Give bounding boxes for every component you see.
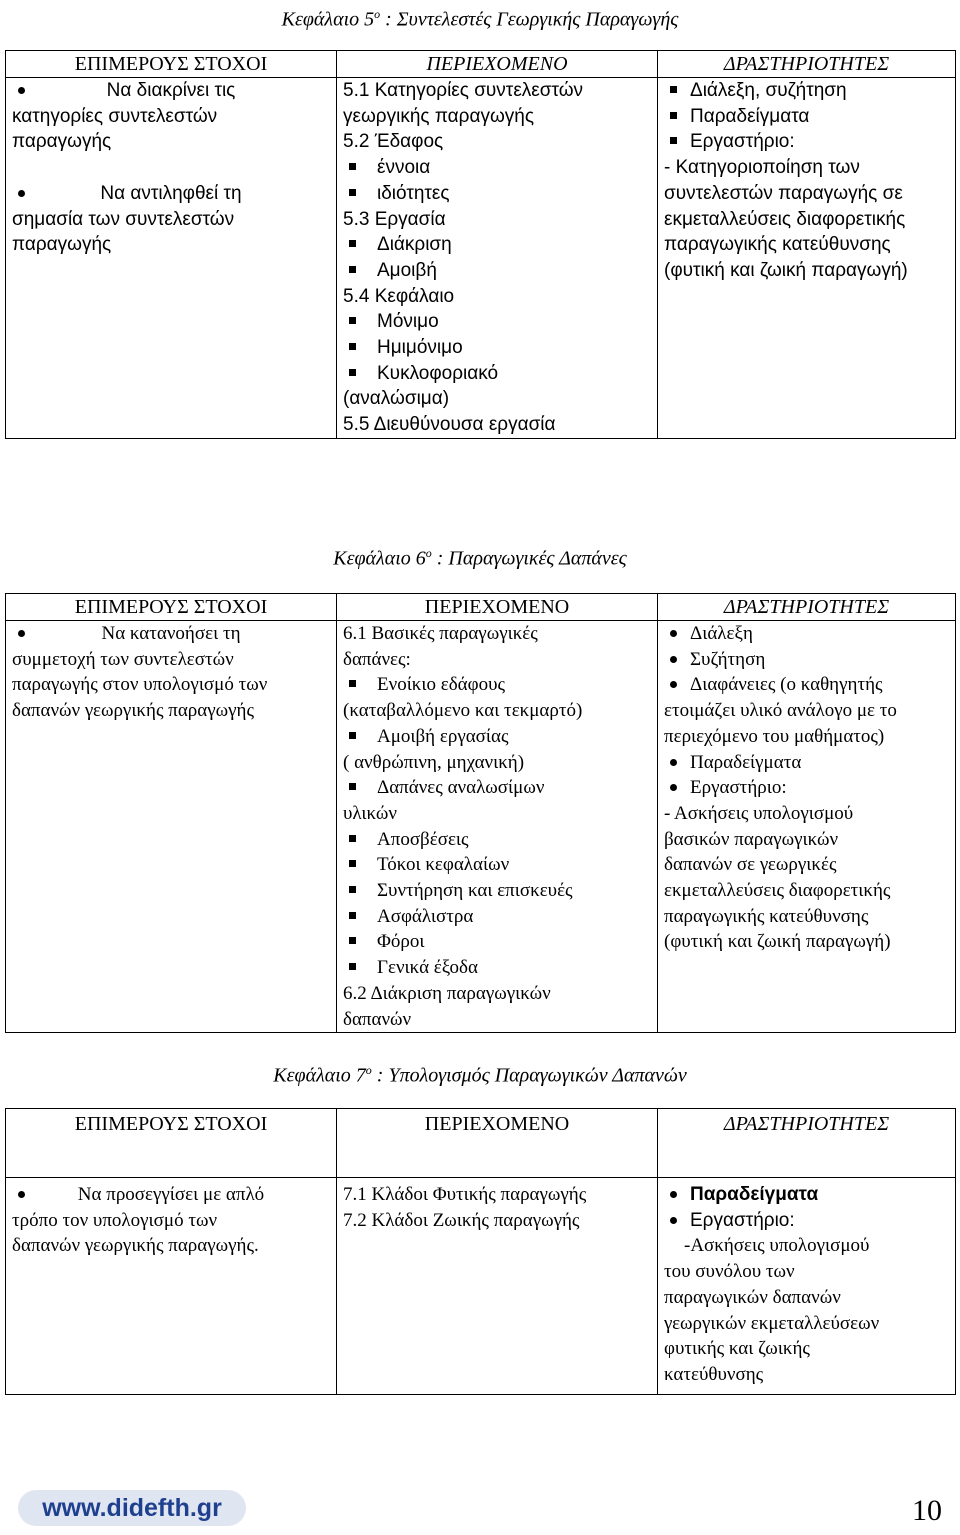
chapter5-content [337, 78, 658, 439]
content-subitem: Αμοιβή εργασίας [343, 724, 651, 750]
activity-line: ετοιμάζει υλικό ανάλογο με το [664, 700, 897, 722]
chapter7-title-rest: : Υπολογισμός Παραγωγικών Δαπανών [371, 1064, 687, 1087]
content-subitem: Διάκριση [343, 232, 651, 258]
content-subitem: Ασφάλιστρα [343, 904, 651, 930]
activity-line: φυτικής και ζωικής [664, 1338, 810, 1360]
activity-line: (φυτική και ζωική παραγωγή) [664, 259, 908, 281]
activity-line: εκμεταλλεύσεις διαφορετικής [664, 208, 906, 230]
content-item: δαπάνες: [343, 648, 411, 670]
activity-line: περιεχόμενο του μαθήματος) [664, 725, 885, 747]
content-item: 7.2 Κλάδοι Ζωικής παραγωγής [343, 1209, 580, 1231]
header-activities: ΔΡΑΣΤΗΡΙΟΤΗΤΕΣ [658, 51, 956, 78]
activity-item: Εργαστήριο: [664, 1208, 949, 1234]
content-subitem: Τόκοι κεφαλαίων [343, 852, 651, 878]
chapter6-title-sup: ο [425, 546, 432, 560]
site-logo[interactable] [18, 1490, 246, 1526]
activity-line: -Ασκήσεις υπολογισμού [684, 1235, 870, 1257]
chapter6-content [337, 621, 658, 1033]
content-subitem: Ημιμόνιμο [343, 335, 651, 361]
activity-line: παραγωγικών δαπανών [664, 1286, 841, 1308]
activity-line: εκμεταλλεύσεις διαφορετικής [664, 880, 891, 902]
header-goals: ΕΠΙΜΕΡΟΥΣ ΣΤΟΧΟΙ [6, 1109, 337, 1178]
activity-line: συντελεστών παραγωγής σε [664, 182, 903, 204]
content-subitem: Αποσβέσεις [343, 827, 651, 853]
goal-item: Να διακρίνει τις κατηγορίες συντελεστών παραγωγής [12, 78, 330, 155]
chapter7-header-row [6, 1109, 956, 1178]
activity-line: του συνόλου των [664, 1261, 795, 1283]
header-goals: ΕΠΙΜΕΡΟΥΣ ΣΤΟΧΟΙ [6, 51, 337, 78]
header-content: ΠΕΡΙΕΧΟΜΕΝΟ [337, 1109, 658, 1178]
chapter6-title-rest: : Παραγωγικές Δαπάνες [431, 547, 627, 570]
chapter7-goals [6, 1178, 337, 1395]
chapter5-title-rest: : Συντελεστές Γεωργικής Παραγωγής [380, 8, 679, 31]
activity-item: Συζήτηση [664, 647, 949, 673]
content-subitem: έννοια [343, 155, 651, 181]
logo-graphic [18, 1490, 246, 1526]
chapter7-title-sup: ο [365, 1063, 372, 1077]
activity-line: κατεύθυνσης [664, 1363, 764, 1385]
chapter5-table [5, 50, 956, 439]
content-item: υλικών [343, 802, 398, 824]
content-item: 6.1 Βασικές παραγωγικές [343, 623, 538, 644]
activity-item: Διάλεξη [664, 621, 949, 647]
chapter5-activities [658, 78, 956, 439]
chapter5-title-sup: ο [374, 7, 381, 21]
chapter7-body-row [6, 1178, 956, 1395]
content-subitem: Ενοίκιο εδάφους [343, 672, 651, 698]
content-subitem: Αμοιβή [343, 258, 651, 284]
content-item: 5.4 Κεφάλαιο [343, 285, 455, 307]
content-subitem: Γενικά έξοδα [343, 955, 651, 981]
activity-line: παραγωγικής κατεύθυνσης [664, 905, 869, 927]
content-item: δαπανών [343, 1008, 412, 1030]
activity-line: βασικών παραγωγικών [664, 828, 839, 850]
activity-item: Παραδείγματα [664, 750, 949, 776]
chapter6-header-row [6, 594, 956, 621]
chapter5-title [0, 2, 960, 32]
activity-item: Παραδείγματα [664, 104, 949, 130]
chapter5-body-row [6, 78, 956, 439]
chapter5-title-text: Κεφάλαιο 5 [281, 8, 375, 31]
content-item: 5.1 Κατηγορίες συντελεστών [343, 80, 584, 101]
header-activities: ΔΡΑΣΤΗΡΙΟΤΗΤΕΣ [658, 594, 956, 621]
content-subitem: Συντήρηση και επισκευές [343, 878, 651, 904]
content-item: 5.3 Εργασία [343, 208, 446, 230]
content-subitem: Κυκλοφοριακό [343, 361, 651, 387]
activity-line: (φυτική και ζωική παραγωγή) [664, 931, 891, 953]
chapter7-table [5, 1108, 956, 1395]
chapter6-title [0, 541, 960, 571]
content-item: ( ανθρώπινη, μηχανική) [343, 751, 525, 773]
content-subitem: Φόροι [343, 929, 651, 955]
content-item: (αναλώσιμα) [343, 388, 450, 410]
content-item: γεωργικής παραγωγής [343, 105, 535, 127]
chapter7-content [337, 1178, 658, 1395]
content-item: (καταβαλλόμενο και τεκμαρτό) [343, 700, 583, 722]
activity-line: - Ασκήσεις υπολογισμού [664, 802, 854, 824]
chapter5-header-row [6, 51, 956, 78]
page-number: 10 [912, 1494, 942, 1527]
logo-text: www.didefth.gr [42, 1494, 222, 1522]
content-subitem: Δαπάνες αναλωσίμων [343, 775, 651, 801]
content-subitem: ιδιότητες [343, 181, 651, 207]
chapter6-title-text: Κεφάλαιο 6 [333, 547, 426, 570]
activity-line: παραγωγικής κατεύθυνσης [664, 234, 891, 256]
chapter5-goals [6, 78, 337, 439]
header-content: ΠΕΡΙΕΧΟΜΕΝΟ [337, 594, 658, 621]
activity-line: - Κατηγοριοποίηση των [664, 157, 860, 179]
goal-item: Να αντιληφθεί τη σημασία των συντελεστών παραγωγής [12, 181, 330, 258]
chapter7-activities [658, 1178, 956, 1395]
content-subitem: Μόνιμο [343, 309, 651, 335]
header-content: ΠΕΡΙΕΧΟΜΕΝΟ [337, 51, 658, 78]
content-item: 7.1 Κλάδοι Φυτικής παραγωγής [343, 1184, 587, 1205]
chapter6-activities [658, 621, 956, 1033]
header-activities: ΔΡΑΣΤΗΡΙΟΤΗΤΕΣ [658, 1109, 956, 1178]
activity-line: γεωργικών εκμεταλλεύσεων [664, 1312, 880, 1334]
activity-line: δαπανών σε γεωργικές [664, 854, 837, 876]
activity-item: Εργαστήριο: [664, 775, 949, 801]
chapter6-goals [6, 621, 337, 1033]
activity-item: Εργαστήριο: [664, 129, 949, 155]
content-item: 5.2 Έδαφος [343, 131, 444, 153]
header-goals: ΕΠΙΜΕΡΟΥΣ ΣΤΟΧΟΙ [6, 594, 337, 621]
chapter6-body-row [6, 621, 956, 1033]
goal-item: Να προσεγγίσει με απλό τρόπο τον υπολογισμό των δαπανών γεωργικής παραγωγής. [12, 1182, 330, 1259]
activity-item: Παραδείγματα [664, 1182, 949, 1208]
activity-item: Διάλεξη, συζήτηση [664, 78, 949, 104]
chapter7-title [0, 1058, 960, 1088]
chapter7-title-text: Κεφάλαιο 7 [273, 1064, 366, 1087]
content-item: 5.5 Διευθύνουσα εργασία [343, 414, 556, 436]
chapter6-table [5, 593, 956, 1033]
goal-item: Να κατανοήσει τη συμμετοχή των συντελεστών παραγωγής στον υπολογισμό των δαπανών γεωργικής παραγωγής [12, 621, 330, 724]
activity-item: Διαφάνειες (ο καθηγητής [664, 672, 949, 698]
content-item: 6.2 Διάκριση παραγωγικών [343, 982, 551, 1004]
